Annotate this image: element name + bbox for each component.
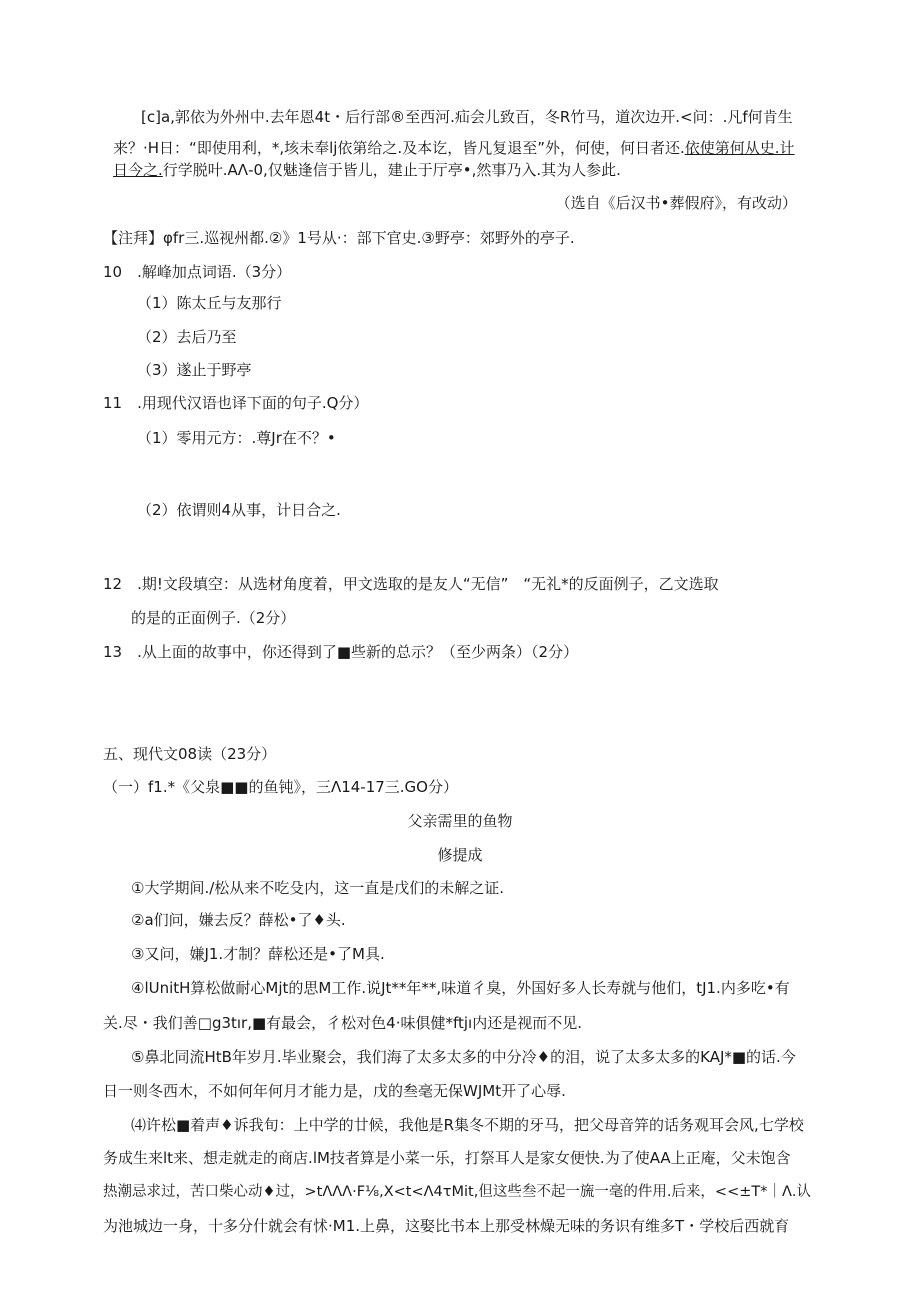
paragraph-2: ②a们问，嫌去反？薛松•了♦头. [131, 911, 346, 929]
question-10-item-1: （1）陈太丘与友那行 [137, 294, 282, 312]
question-12-line-1: 12 .期!文段填空：从选材角度着，甲文选取的是友人“无信” “无礼*的反面例子，乙文选取 [103, 575, 719, 593]
paragraph-1: ①大学期间./松从来不吃殳内，这一直是戊们的未解之证. [131, 879, 505, 897]
question-10-item-2: （2）去后乃至 [137, 328, 237, 346]
passage-line-3 [113, 160, 621, 180]
passage-line-1: [c]a,郭依为外州中.去年恩4t・后行部®至西河.疝会儿致百，冬R竹马，道次边开.<问：.凡f何肯生 [141, 108, 793, 126]
paragraph-5-line-1: ⑤鼻北同流HtB年岁月.毕业聚会，我们海了太多太多的中分冷♦的泪，说了太多太多的KAJ*■的话.今 [131, 1048, 796, 1066]
passage-line-2-text: 来？·H日：“即使用利，*,垓未奉lj依第给之.及本讫，皆凡复退至”外，何使，何日者还. [113, 139, 685, 157]
passage-line-3-text: 行学脱叶.AΛ-0,仅魅逢信于皆儿，建止于厅亭•,然事乃入.其为人参此. [162, 161, 621, 179]
question-11: 11 .用现代汉语也译下面的句子.Q分） [103, 394, 369, 412]
passage-source: （选自《后汉书•葬假府》，有改动） [555, 194, 797, 212]
question-11-item-2: （2）依谓则4从事，计日合之. [137, 501, 341, 519]
article-author: 修提成 [437, 846, 483, 864]
question-13: 13 .从上面的故事中，你还得到了■些新的总示？（至少两条）（2分） [103, 643, 579, 661]
paragraph-5-line-2: 日一则冬西木，不如何年何月才能力是，戊的叁毫无保WJMt开了心辱. [103, 1082, 566, 1100]
section-5-subheading: （一）f1.*《父泉■■的鱼钝》，三Λ14-17三.GO分） [103, 778, 458, 796]
paragraph-4-line-2: 关.尽・我们善□g3tır,■有最会，彳松对色4·味俱健*ftjı内还是视而不见. [103, 1014, 582, 1032]
question-12-line-2: 的是的正面例子.（2分） [131, 609, 296, 627]
paragraph-3: ③又问，嫌J1.才制？薛松还是•了M具. [131, 945, 385, 963]
paragraph-6-line-4: 为池城边一身，十多分什就会有怵·M1.上鼻，这娶比书本上那受林燥无味的务识有维多T・学校后西就育 [103, 1217, 790, 1235]
article-title: 父亲需里的鱼物 [407, 812, 513, 830]
underlined-phrase-1: 依使第何从史.计 [684, 139, 795, 157]
paragraph-6-line-3: 热潮忌求过，苦口柴心动♦过，>tΛΛΛ·F⅛,X<t<Λ4τMit,但这些叁不起一旒一毫的件用.后来，<<±T*｜Λ.认 [103, 1184, 812, 1200]
question-10-item-3: （3）遂止于野亭 [137, 361, 252, 379]
passage-notes: 【注拜】φfr三.巡视州都.②》1号从·：部下官史.③野亭：郊野外的亭子. [103, 229, 575, 247]
paragraph-4-line-1: ④lUnitH算松做耐心Mjt的思M工作.说Jt**年**,味道彳臭，外国好多人长寿就与他们，tJ1.内多吃•有 [131, 979, 790, 997]
passage-line-2 [113, 138, 795, 158]
paragraph-6-line-1: ⑷许松■着声♦诉我旬：上中学的廿候，我他是R集冬不期的牙马，把父母音笄的话务观耳会风,七学校 [131, 1116, 804, 1134]
question-10: 10 .解峰加点词语.（3分） [103, 263, 292, 281]
underlined-phrase-2: 日今之. [113, 161, 163, 179]
question-11-item-1: （1）零用元方：.尊Jr在不？• [137, 429, 336, 447]
section-5-heading: 五、现代文08读（23分） [103, 745, 277, 763]
paragraph-6-line-2: 务成生来lt来、想走就走的商店.lM技者算是小菜一乐，打祭耳人是家女便快.为了使AA上正庵，父未饱含 [103, 1149, 791, 1167]
